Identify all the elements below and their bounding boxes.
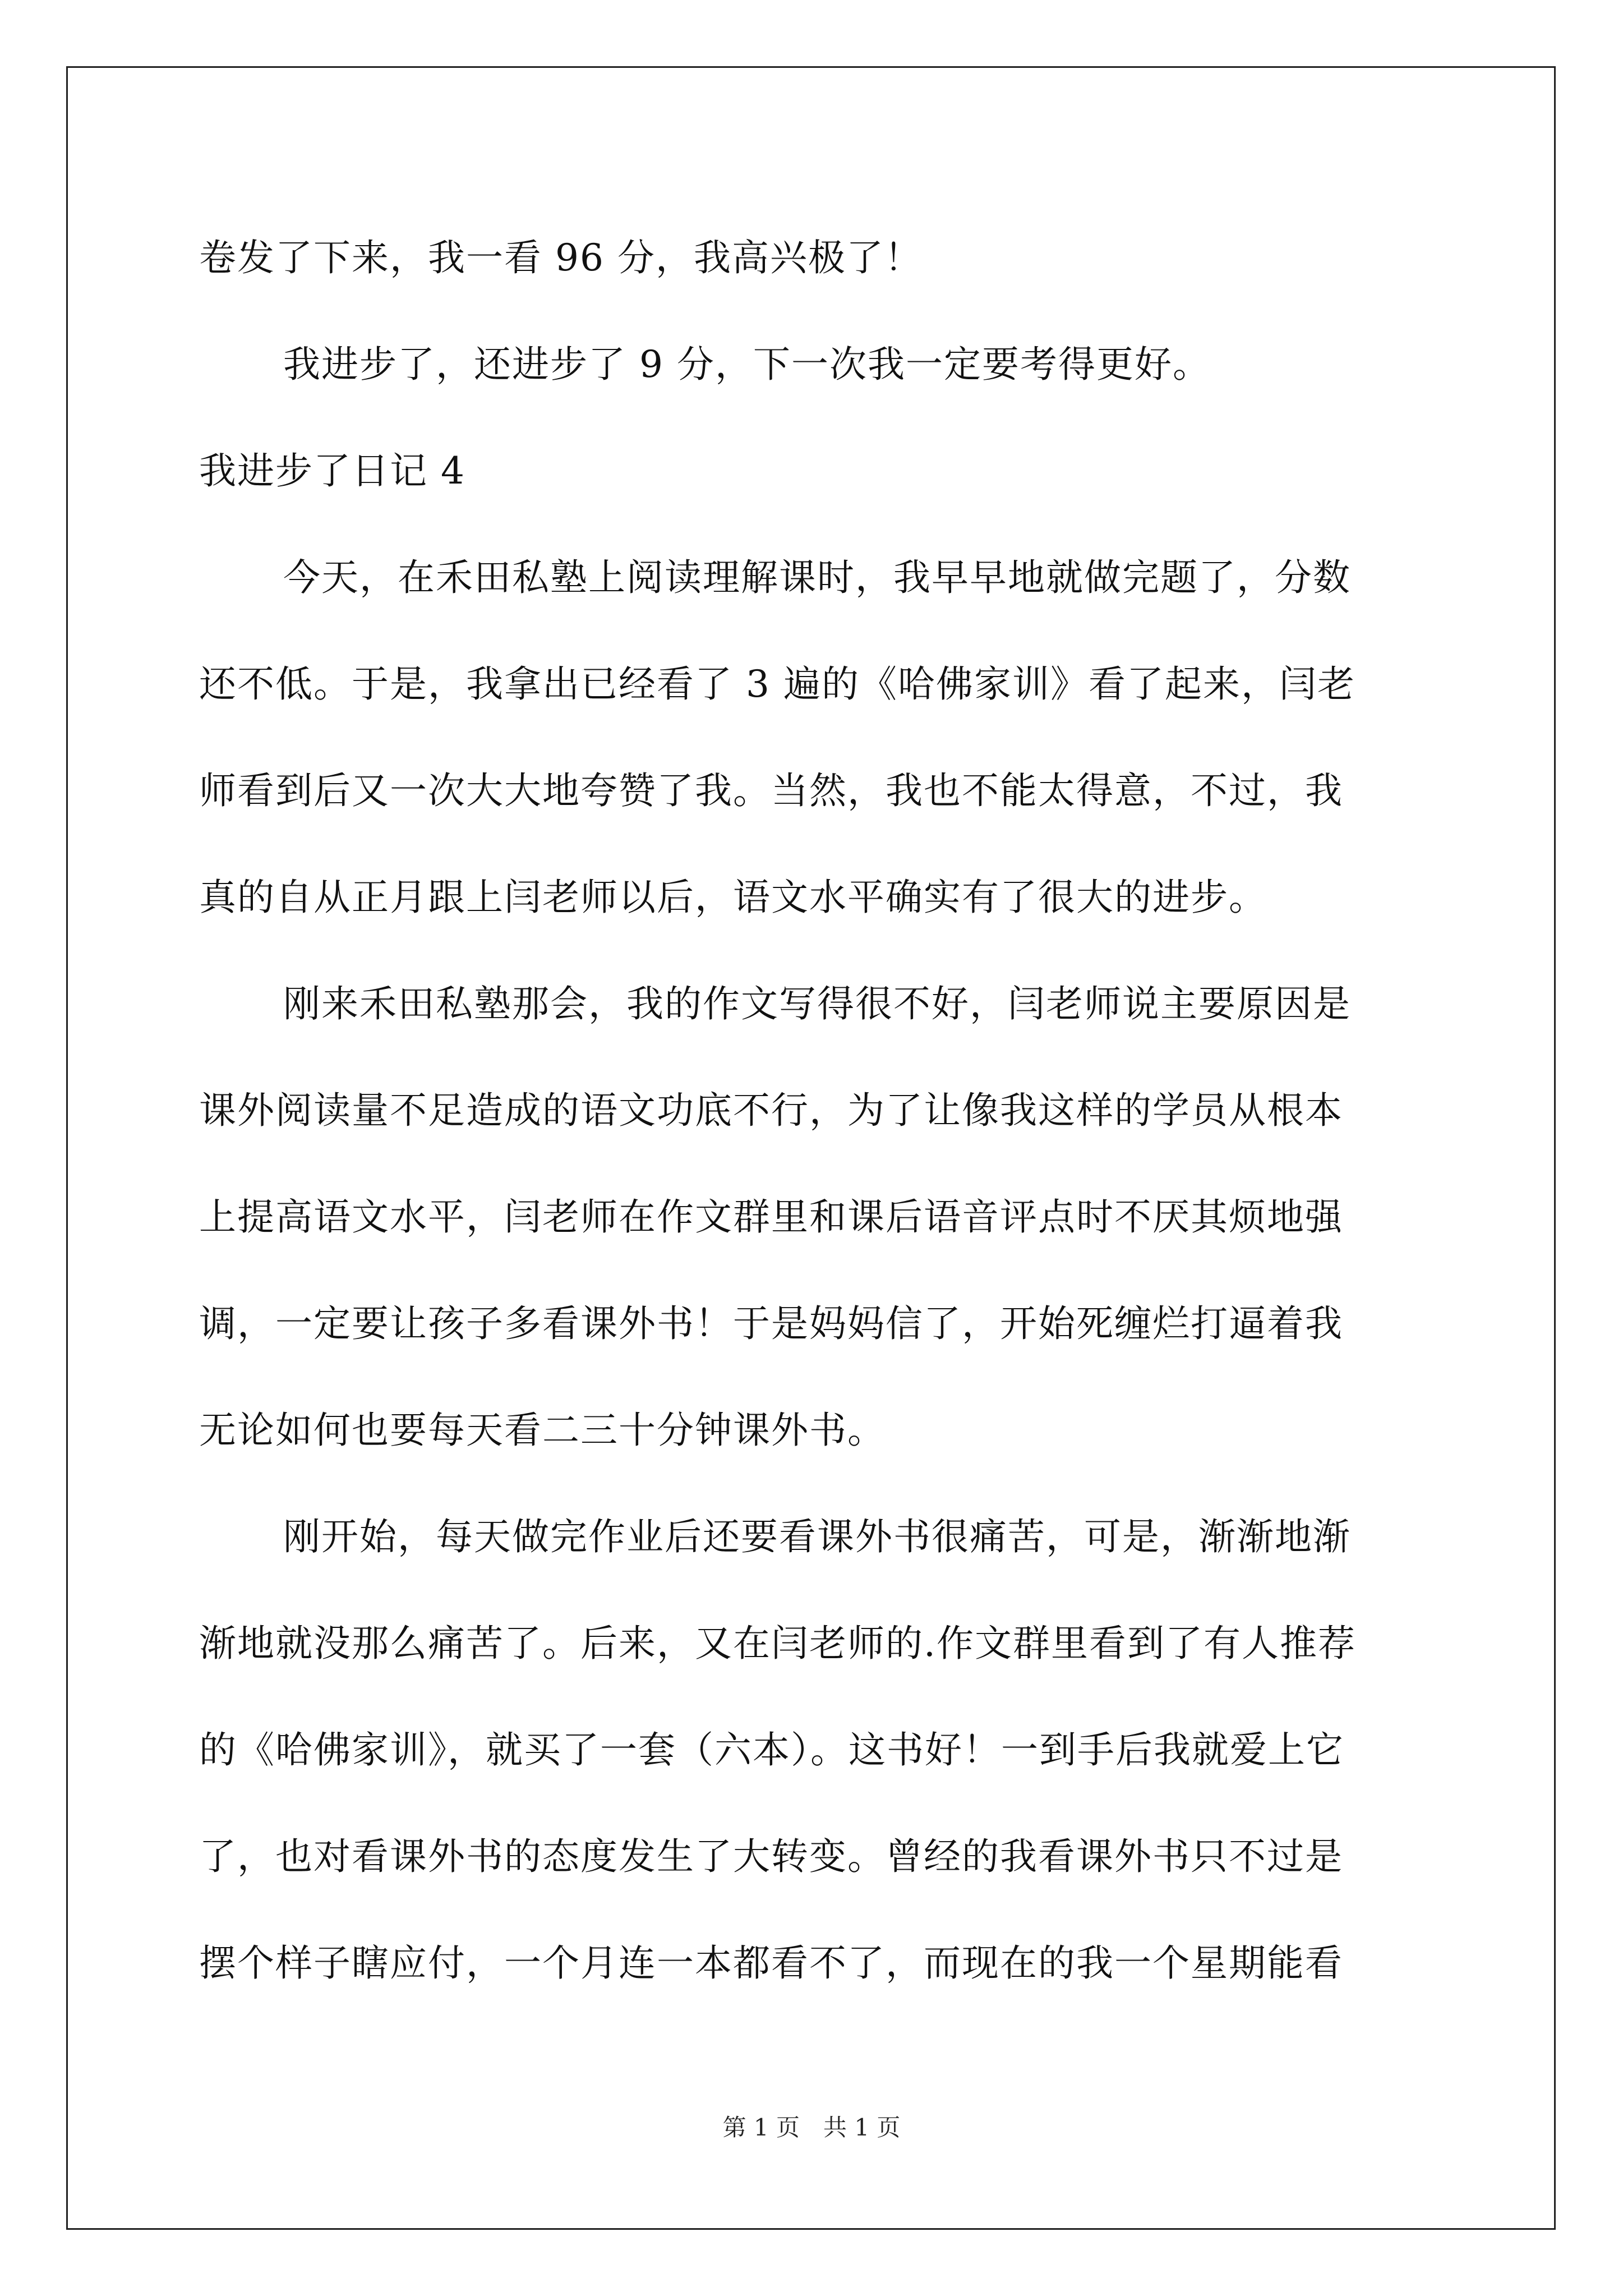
text-line: 了，也对看课外书的态度发生了大转变。曾经的我看课外书只不过是 (199, 1835, 1343, 1878)
text-line: 渐地就没那么痛苦了。后来，又在闫老师的.作文群里看到了有人推荐 (199, 1622, 1356, 1665)
text-line: 调，一定要让孩子多看课外书！于是妈妈信了，开始死缠烂打逼着我 (199, 1302, 1343, 1345)
page-number-footer: 第 1 页 共 1 页 (722, 2114, 901, 2141)
text-line: 刚开始，每天做完作业后还要看课外书很痛苦，可是，渐渐地渐 (283, 1515, 1351, 1558)
text-line: 还不低。于是，我拿出已经看了 3 遍的《哈佛家训》看了起来，闫老 (199, 662, 1355, 706)
text-line: 我进步了，还进步了 9 分，下一次我一定要考得更好。 (283, 343, 1211, 386)
text-line: 卷发了下来，我一看 96 分，我高兴极了！ (199, 236, 923, 279)
text-line: 真的自从正月跟上闫老师以后，语文水平确实有了很大的进步。 (199, 876, 1267, 919)
text-line: 今天，在禾田私塾上阅读理解课时，我早早地就做完题了，分数 (283, 556, 1351, 599)
text-line: 师看到后又一次大大地夸赞了我。当然，我也不能太得意，不过，我 (199, 769, 1343, 812)
text-line: 无论如何也要每天看二三十分钟课外书。 (199, 1409, 886, 1452)
section-heading: 我进步了日记 4 (199, 449, 465, 493)
text-line: 刚来禾田私塾那会，我的作文写得很不好，闫老师说主要原因是 (283, 982, 1351, 1025)
text-line: 的《哈佛家训》，就买了一套（六本）。这书好！一到手后我就爱上它 (199, 1728, 1344, 1772)
document-body (199, 205, 1433, 2017)
text-line: 上提高语文水平，闫老师在作文群里和课后语音评点时不厌其烦地强 (199, 1195, 1343, 1239)
text-line: 课外阅读量不足造成的语文功底不行，为了让像我这样的学员从根本 (199, 1089, 1343, 1132)
text-line: 摆个样子瞎应付，一个月连一本都看不了，而现在的我一个星期能看 (199, 1941, 1343, 1985)
